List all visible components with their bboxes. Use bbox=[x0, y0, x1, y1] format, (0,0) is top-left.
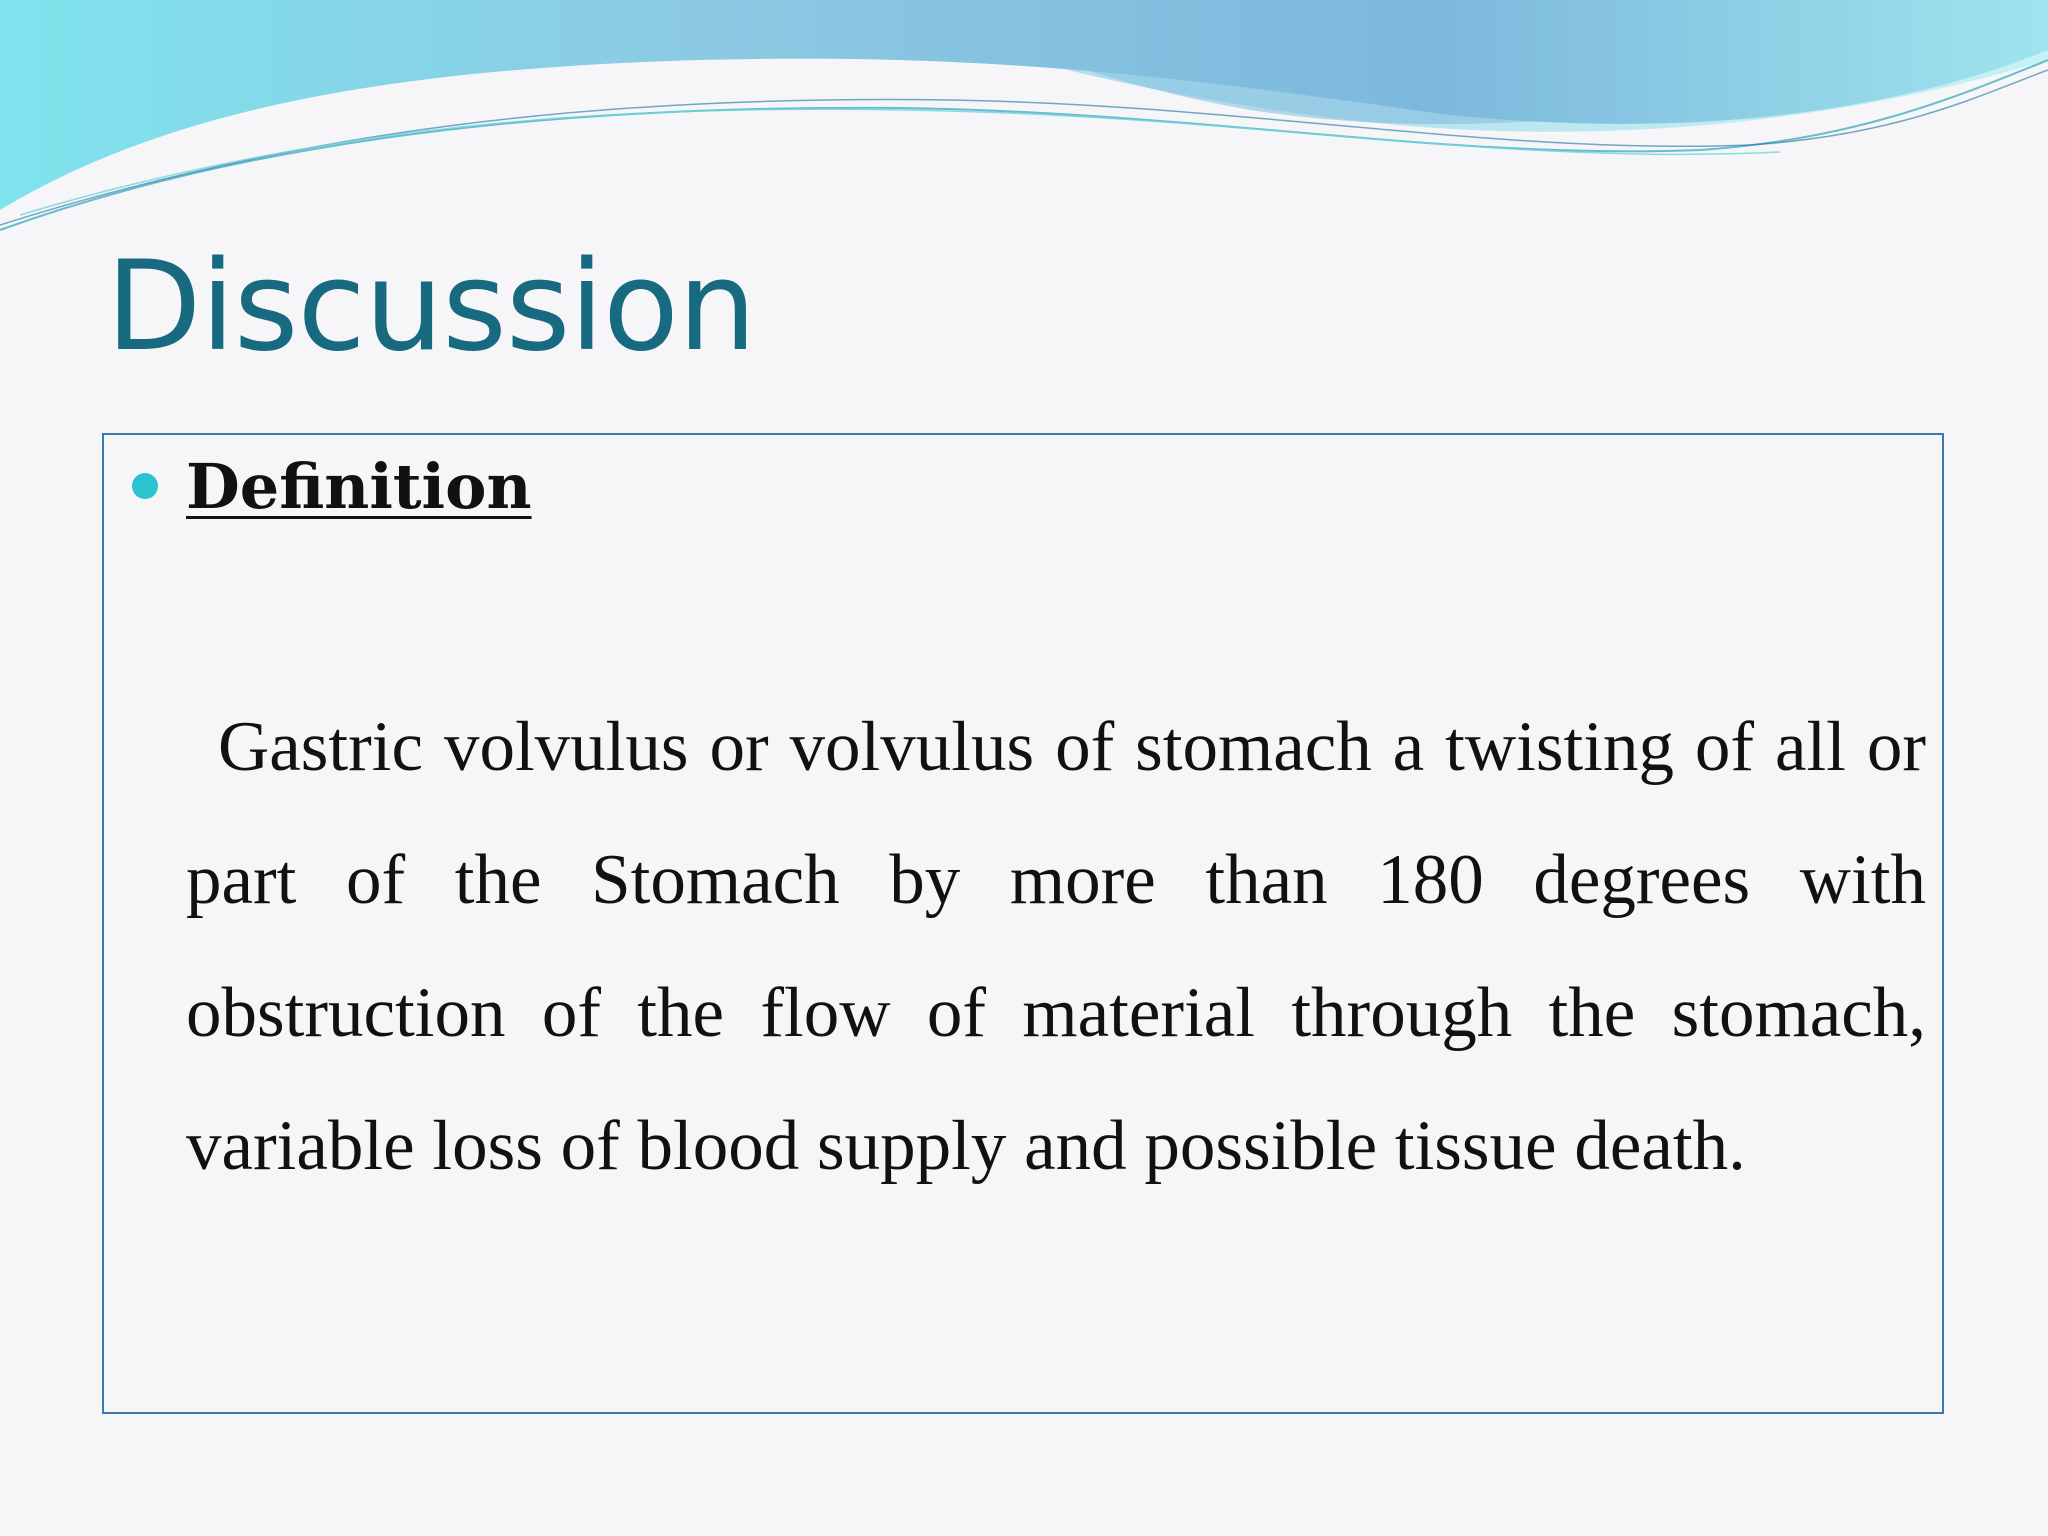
content-box bbox=[102, 433, 1944, 1414]
bullet-heading: Definition bbox=[186, 450, 532, 523]
definition-text: Gastric volvulus or volvulus of stomach a twisting of all or part of the Stomach by more than 180 degrees with obstruction of the flow of material through the stomach, variable loss of blood supply and possible tissue death. bbox=[186, 708, 1926, 1185]
header-wave-decoration bbox=[0, 0, 2048, 240]
slide-title: Discussion bbox=[106, 235, 756, 379]
bullet-dot-icon bbox=[132, 473, 158, 499]
